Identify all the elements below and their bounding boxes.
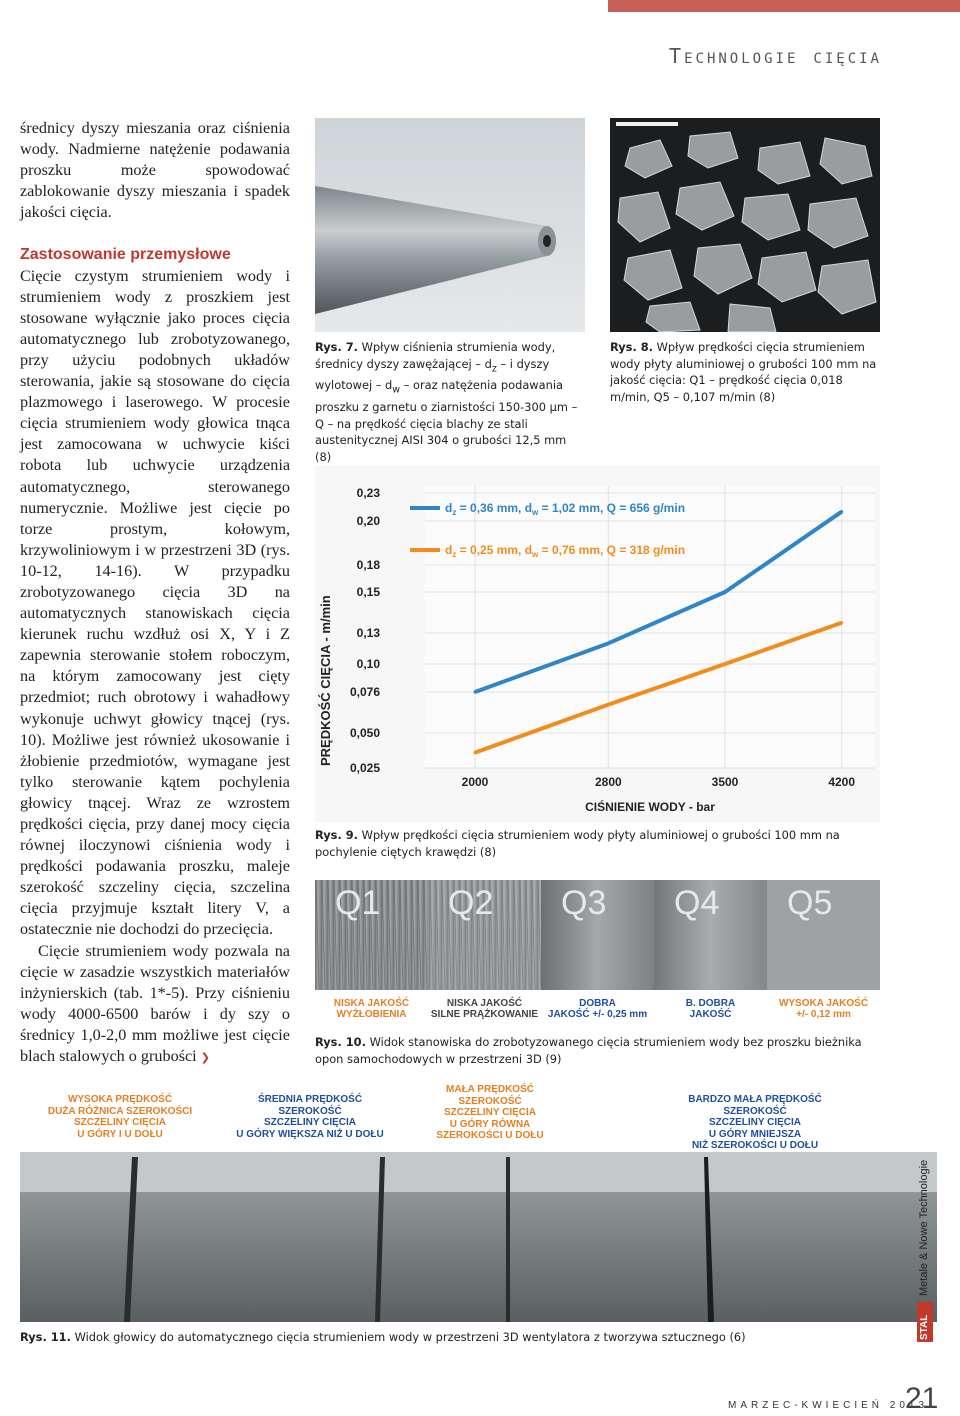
continue-arrow-icon: ❯ [200, 1051, 210, 1065]
paragraph-1: średnicy dyszy mieszania oraz ciśnienia wody. Nadmierne natężenie podawania proszku może spowodować zablokowanie dyszy mieszania i spadek jakości cięcia. [20, 119, 290, 222]
header-accent-bar [608, 0, 960, 12]
quality-label-q1: Q1 [335, 884, 381, 922]
series-point [724, 663, 727, 666]
series-point [474, 691, 477, 694]
paragraph-3: Cięcie strumieniem wody pozwala na cięcie w zasadzie wszystkich materiałów inżynierskich (tab. 1*-5). Przy ciśnieniu wody 4000-6500 barów i dy szy o średnicy 1,0-2,0 mm możliwe jest cięcie blach stalowych o grubości ❯ [20, 941, 290, 1066]
y-tick-label: 0,025 [349, 761, 380, 775]
x-tick-label: 2800 [594, 775, 622, 789]
rys10-label: Rys. 10. [315, 1035, 366, 1049]
y-tick-label: 0,18 [356, 558, 380, 572]
chart-plot [315, 466, 880, 822]
rys8-garnet-photo [610, 118, 880, 332]
series-point [474, 751, 477, 754]
quality-label-q3: Q3 [561, 884, 607, 922]
series-point [607, 642, 610, 645]
quality-note: NISKA JAKOŚĆ SILNE PRĄŻKOWANIE [430, 998, 539, 1020]
rys7-nozzle-photo [315, 118, 585, 332]
kerf-note: BARDZO MAŁA PRĘDKOŚĆ SZEROKOŚĆ SZCZELINY CIĘCIA U GÓRY MNIEJSZA NIŻ SZEROKOŚCI U DOŁU [688, 1094, 822, 1151]
chart-x-axis-label: CIŚNIENIE WODY - bar [585, 800, 715, 814]
kerf-note: MAŁA PRĘDKOŚĆ SZEROKOŚĆ SZCZELINY CIĘCIA U GÓRY RÓWNA SZEROKOŚCI U DOŁU [436, 1084, 544, 1141]
series-point [840, 621, 843, 624]
quality-note: DOBRA JAKOŚĆ +/- 0,25 mm [547, 998, 648, 1020]
section-title: Technologie cięcia [669, 44, 882, 68]
y-tick-label: 0,23 [356, 486, 380, 500]
kerf-note: ŚREDNIA PRĘDKOŚĆ SZEROKOŚĆ SZCZELINY CIĘCIA U GÓRY WIĘKSZA NIŻ U DOŁU [236, 1094, 384, 1140]
chart-y-axis-label: PRĘDKOŚĆ CIĘCIA - m/min [318, 595, 333, 766]
rys11-kerf-photo [20, 1082, 937, 1322]
legend-label-1: $d_z = 0,36$ mm, $d_w = 1,02$ mm, Q = 656 g/min [445, 501, 686, 517]
y-tick-label: 0,20 [356, 514, 380, 528]
rys11-caption: Rys. 11. Widok głowicy do automatycznego cięcia strumieniem wody w przestrzeni 3D wentylatora z tworzywa sztucznego (6) [20, 1330, 746, 1344]
y-tick-label: 0,050 [349, 726, 380, 740]
rys7-caption: Rys. 7. Wpływ ciśnienia strumienia wody, średnicy dyszy zawężającej – $d_z$ – i dyszy wylotowej – $d_w$ – oraz natężenia podawania proszku z garnetu o ziarnistości 150-300 µm – Q – na prędkość cięcia blachy ze stali austenitycznej AISI 304 o grubości 12,5 mm (8) [315, 340, 578, 464]
rys9-label: Rys. 9. [315, 828, 359, 842]
quality-note: B. DOBRA JAKOŚĆ [685, 998, 736, 1020]
rys9-chart [315, 466, 880, 822]
legend-label-2: $d_z = 0,25$ mm, $d_w = 0,76$ mm, Q = 318 g/min [445, 543, 686, 559]
y-tick-label: 0,10 [356, 657, 380, 671]
quality-label-q2: Q2 [448, 884, 494, 922]
side-journal-title: Metale & Nowe Technologie [918, 1159, 930, 1296]
subheading: Zastosowanie przemysłowe [20, 246, 231, 264]
rys7-label: Rys. 7. [315, 340, 359, 354]
paragraph-2: Cięcie czystym strumieniem wody i strumieniem wody z proszkiem jest stosowane wyłącznie jako proces cięcia automatycznego lub zrobotyzowanego, przy użyciu podobnych układów sterowania, jakie są stosowane do cięcia plazmowego i laserowego. W procesie cięcia strumieniem wody głowica tnąca jest zamocowana w uchwycie kiści robota lub uchwycie urządzenia automatycznego, sterowanego numerycznie. Możliwe jest cięcie po torze prostym, kołowym, krzywoliniowym i w przestrzeni 3D (rys. 10-12, 14-16). W przypadku zrobotyzowanego cięcia 3D na automatycznych stanowiskach cięcia kierunek ruchu wzdłuż osi X, Y i Z zapewnia sterowanie stołem roboczym, na którym zamocowany jest cięty przedmiot; ruch obrotowy i wahadłowy wykonuje uchwyt głowicy tnącej (rys. 10). Możliwe jest również ukosowanie i żłobienie przedmiotów, wymagane jest tylko sterowanie kątem pochylenia głowicy tnącej. Wraz ze wzrostem prędkości cięcia, przy danej mocy cięcia równej iloczynowi ciśnienia wody i prędkości podawania proszku, maleje szerokość szczeliny cięcia, szczelina cięcia przyjmuje kształt litery V, a ostatecznie nie dochodzi do przecięcia. [20, 266, 290, 939]
footer-date: MARZEC-KWIECIEŃ 2013 [728, 1400, 929, 1411]
kerf-note: WYSOKA PRĘDKOŚĆ DUŻA RÓŻNICA SZEROKOŚCI SZCZELINY CIĘCIA U GÓRY I U DOŁU [47, 1094, 193, 1140]
quality-note: NISKA JAKOŚĆ WYŻŁOBIENIA [333, 998, 410, 1020]
page-number: 21 [905, 1382, 939, 1415]
stal-logo: STAL [917, 1302, 933, 1342]
body-text-column [20, 118, 290, 1068]
rys10-quality-photo [315, 880, 880, 1025]
series-point [840, 510, 843, 513]
rys8-label: Rys. 8. [610, 340, 654, 354]
rys9-caption: Rys. 9. Wpływ prędkości cięcia strumieniem wody płyty aluminiowej o grubości 100 mm na pochylenie ciętych krawędzi (8) [315, 828, 840, 859]
x-tick-label: 2000 [461, 775, 489, 789]
rys8-caption: Rys. 8. Wpływ prędkości cięcia strumieniem wody płyty aluminiowej o grubości 100 mm na jakość cięcia: Q1 – prędkość cięcia 0,018 m/min, Q5 – 0,107 m/min (8) [610, 340, 877, 404]
y-tick-label: 0,076 [349, 685, 380, 699]
series-point [607, 703, 610, 706]
quality-label-q5: Q5 [787, 884, 833, 922]
quality-label-q4: Q4 [674, 884, 720, 922]
rys10-caption: Rys. 10. Widok stanowiska do zrobotyzowanego cięcia strumieniem wody bez proszku bieżnika opon samochodowych w przestrzeni 3D (9) [315, 1035, 862, 1066]
quality-note: WYSOKA JAKOŚĆ +/- 0,12 mm [778, 998, 869, 1020]
y-tick-label: 0,13 [356, 626, 380, 640]
rys11-label: Rys. 11. [20, 1330, 71, 1344]
y-tick-label: 0,15 [356, 585, 380, 599]
x-tick-label: 4200 [828, 775, 856, 789]
series-point [724, 591, 727, 594]
x-tick-label: 3500 [711, 775, 739, 789]
